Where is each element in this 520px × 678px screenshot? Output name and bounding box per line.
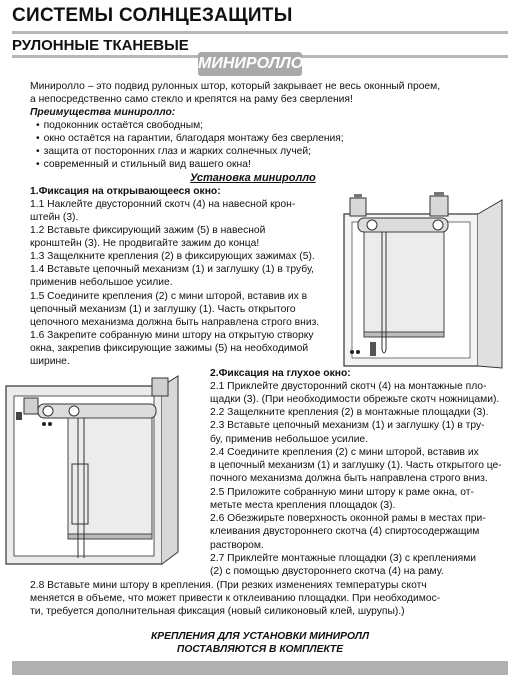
section1-line: окна, закрепив фиксирующие зажимы (5) на необходимой: [30, 343, 309, 354]
section2-line: в цепочный механизм (1) и заглушку (1). Часть открытого це-: [210, 460, 502, 471]
section1-line: цепочный механизм (1) и заглушку (1). Часть открытого: [30, 304, 296, 315]
section2-line: 2.2 Защелкните крепления (2) в монтажные площадки (3).: [210, 407, 489, 418]
section1-line: кронштейн (3). Не продвигайте зажим до конца!: [30, 238, 260, 249]
section2-heading: 2.Фиксация на глухое окно:: [210, 368, 351, 379]
advantages-heading: Преимущества миниролло:: [30, 107, 176, 118]
section1-line: цепочного механизма должна быть направлена строго вниз.: [30, 317, 320, 328]
section2-line: 2.6 Обезжирьте поверхность оконной рамы в местах при-: [210, 513, 486, 524]
section2-line: (2) с помощью двустороннего скотча (4) на раму.: [210, 566, 444, 577]
intro-line-2: а непосредственно само стекло и крепятся на раму без сверления!: [30, 94, 353, 105]
section1-heading: 1.Фиксация на открывающееся окно:: [30, 186, 221, 197]
section2-line: щадки (3). (При необходимости обрежьте скотч ножницами).: [210, 394, 500, 405]
intro-line-1: Миниролло – это подвид рулонных штор, который закрывает не весь оконный проем,: [30, 81, 441, 92]
section1-line: ширине.: [30, 356, 70, 367]
section1-line: 1.3 Защелкните крепления (2) в фиксирующих зажимах (5).: [30, 251, 315, 262]
section2-line: 2.1 Приклейте двусторонний скотч (4) на монтажные пло-: [210, 381, 487, 392]
section2-line: метьте места крепления площадок (3).: [210, 500, 396, 511]
section2-line: 2.4 Соедините крепления (2) с мини шторой, вставив их: [210, 447, 479, 458]
section1-line: 1.2 Вставьте фиксирующий зажим (5) в навесной: [30, 225, 266, 236]
section1-line: 1.1 Наклейте двусторонний скотч (4) на навесной крон-: [30, 199, 296, 210]
section1-line: штейн (3).: [30, 212, 79, 223]
section2-step8-line: ти, требуется дополнительная фиксация (новый силиконовый клей, шурупы).): [30, 606, 405, 617]
section1-line: 1.5 Соедините крепления (2) с мини шторой, вставив их в: [30, 291, 308, 302]
advantage-item: • защита от посторонних глаз и жарких солнечных лучей;: [36, 146, 311, 159]
section2-line: бу, применив небольшое усилие.: [210, 434, 369, 445]
advantage-item: • современный и стильный вид вашего окна!: [36, 159, 251, 172]
section2-line: раствором.: [210, 540, 264, 551]
section2-line: 2.3 Вставьте цепочный механизм (1) и заглушку (1) в тру-: [210, 420, 485, 431]
section1-line: 1.6 Закрепите собранную мини штору на открытую створку: [30, 330, 314, 341]
section2-step8-line: меняется в объеме, что может привести к отклеиванию площадки. При необходимос-: [30, 593, 441, 604]
product-banner: МИНИРОЛЛО: [198, 52, 302, 76]
install-heading: Установка миниролло: [190, 172, 316, 184]
fixed-window-illustration: [2, 372, 200, 568]
openable-window-illustration: [330, 192, 512, 372]
advantage-item: • окно остаётся на гарантии, благодаря монтажу без сверления;: [36, 133, 344, 146]
section2-line: почного механизма должна быть направлена строго вниз.: [210, 473, 488, 484]
title-divider: [12, 31, 508, 34]
section1-line: применив небольшое усилие.: [30, 277, 173, 288]
footer-line-2: ПОСТАВЛЯЮТСЯ В КОМПЛЕКТЕ: [176, 644, 344, 655]
advantage-item: • подоконник остаётся свободным;: [36, 120, 203, 133]
section2-line: 2.7 Приклейте монтажные площадки (3) с креплениями: [210, 553, 477, 564]
section1-line: 1.4 Вставьте цепочный механизм (1) и заглушку (1) в трубу,: [30, 264, 314, 275]
section2-step8-line: 2.8 Вставьте мини штору в крепления. (При резких изменениях температуры скотч: [30, 580, 427, 591]
footer-bar: [12, 661, 508, 675]
page-title: СИСТЕМЫ СОЛНЦЕЗАЩИТЫ: [12, 5, 293, 26]
section2-line: клеивания двустороннего скотча (4) спиртосодержащим: [210, 526, 480, 537]
section2-line: 2.5 Приложите собранную мини штору к раме окна, от-: [210, 487, 474, 498]
footer-line-1: КРЕПЛЕНИЯ ДЛЯ УСТАНОВКИ МИНИРОЛЛ: [150, 631, 370, 642]
page-subtitle: РУЛОННЫЕ ТКАНЕВЫЕ: [12, 37, 189, 54]
